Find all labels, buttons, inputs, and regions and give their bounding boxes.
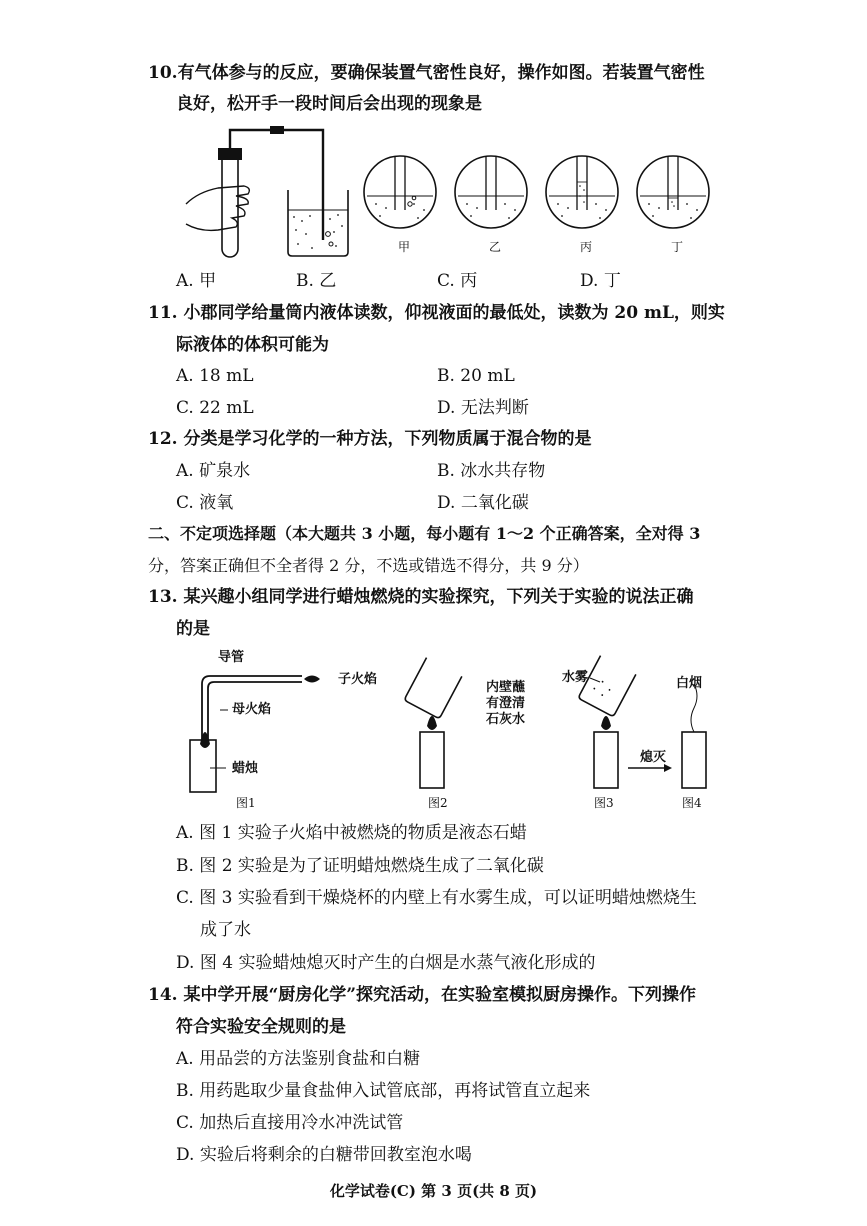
q10-option-c: C. 丙 — [437, 271, 478, 291]
q13-label-neibi-1: 内壁蘸 — [486, 680, 526, 695]
section2-heading-line2: 分，答案正确但不全者得 2 分，不选或错选不得分，共 9 分） — [148, 556, 589, 575]
q10-stem-line1: 10.有气体参与的反应，要确保装置气密性良好，操作如图。若装置气密性 — [148, 63, 705, 83]
q14-stem-line2: 符合实验安全规则的是 — [176, 1017, 346, 1037]
q13-label-muhuoyan: 母火焰 — [232, 702, 272, 717]
q13-stem-line1: 13. 某兴趣小组同学进行蜡烛燃烧的实验探究，下列关于实验的说法正确 — [148, 587, 694, 607]
q13-label-fig4: 图4 — [682, 796, 702, 810]
q11-stem-line1: 11. 小郡同学给量筒内液体读数，仰视液面的最低处，读数为 20 mL，则实 — [148, 303, 725, 323]
q13-label-fig2: 图2 — [428, 796, 448, 810]
q13-label-neibi-2: 有澄清 — [486, 696, 526, 711]
q13-option-d: D. 图 4 实验蜡烛熄灭时产生的白烟是水蒸气液化形成的 — [176, 953, 596, 973]
q13-stem-line2: 的是 — [176, 619, 210, 639]
q13-label-fig3: 图3 — [594, 796, 614, 810]
q11-stem-line2: 际液体的体积可能为 — [176, 335, 329, 355]
q13-label-zihuoyan: 子火焰 — [338, 672, 378, 687]
q14-option-d: D. 实验后将剩余的白糖带回教室泡水喝 — [176, 1145, 472, 1165]
q13-label-ximie: 熄灭 — [640, 750, 667, 765]
q12-option-d: D. 二氧化碳 — [437, 493, 529, 513]
q13-label-neibi-3: 石灰水 — [486, 712, 526, 727]
q13-label-baiyan: 白烟 — [676, 676, 703, 691]
q13-option-a: A. 图 1 实验子火焰中被燃烧的物质是液态石蜡 — [176, 823, 527, 843]
q13-label-fig1: 图1 — [236, 796, 256, 810]
q14-stem-line1: 14. 某中学开展“厨房化学”探究活动，在实验室模拟厨房操作。下列操作 — [148, 985, 697, 1005]
q14-option-b: B. 用药匙取少量食盐伸入试管底部，再将试管直立起来 — [176, 1081, 591, 1101]
q10-option-a: A. 甲 — [176, 271, 217, 291]
q13-label-daoguan: 导管 — [218, 650, 245, 665]
q11-option-b: B. 20 mL — [437, 366, 515, 386]
q10-fig-label-bing: 丙 — [580, 240, 593, 254]
q12-stem: 12. 分类是学习化学的一种方法，下列物质属于混合物的是 — [148, 429, 592, 449]
q10-fig-label-yi: 乙 — [489, 240, 502, 254]
q13-option-c-line1: C. 图 3 实验看到干燥烧杯的内壁上有水雾生成，可以证明蜡烛燃烧生 — [176, 888, 697, 908]
q10-apparatus-figure — [178, 122, 738, 262]
section2-heading-line1: 二、不定项选择题（本大题共 3 小题，每小题有 1～2 个正确答案，全对得 3 — [148, 524, 701, 543]
page-footer: 化学试卷(C) 第 3 页(共 8 页) — [329, 1182, 538, 1200]
q13-option-b: B. 图 2 实验是为了证明蜡烛燃烧生成了二氧化碳 — [176, 856, 544, 876]
q13-option-c-line2: 成了水 — [200, 920, 251, 940]
q12-option-a: A. 矿泉水 — [176, 461, 251, 481]
q10-fig-label-ding: 丁 — [671, 240, 684, 254]
q10-fig-label-jia: 甲 — [398, 240, 411, 254]
q14-option-a: A. 用品尝的方法鉴别食盐和白糖 — [176, 1049, 421, 1069]
q10-option-d: D. 丁 — [580, 271, 621, 291]
q11-option-d: D. 无法判断 — [437, 398, 529, 418]
q12-option-b: B. 冰水共存物 — [437, 461, 546, 481]
q10-stem-line2: 良好，松开手一段时间后会出现的现象是 — [176, 94, 482, 114]
q10-option-b: B. 乙 — [296, 271, 337, 291]
q11-option-a: A. 18 mL — [176, 366, 254, 386]
q14-option-c: C. 加热后直接用冷水冲洗试管 — [176, 1113, 404, 1133]
q11-option-c: C. 22 mL — [176, 398, 254, 418]
q13-label-shuiwu: 水雾 — [562, 670, 589, 685]
q13-label-lazhu: 蜡烛 — [232, 761, 259, 776]
q13-candle-figure — [180, 648, 720, 818]
q12-option-c: C. 液氧 — [176, 493, 234, 513]
